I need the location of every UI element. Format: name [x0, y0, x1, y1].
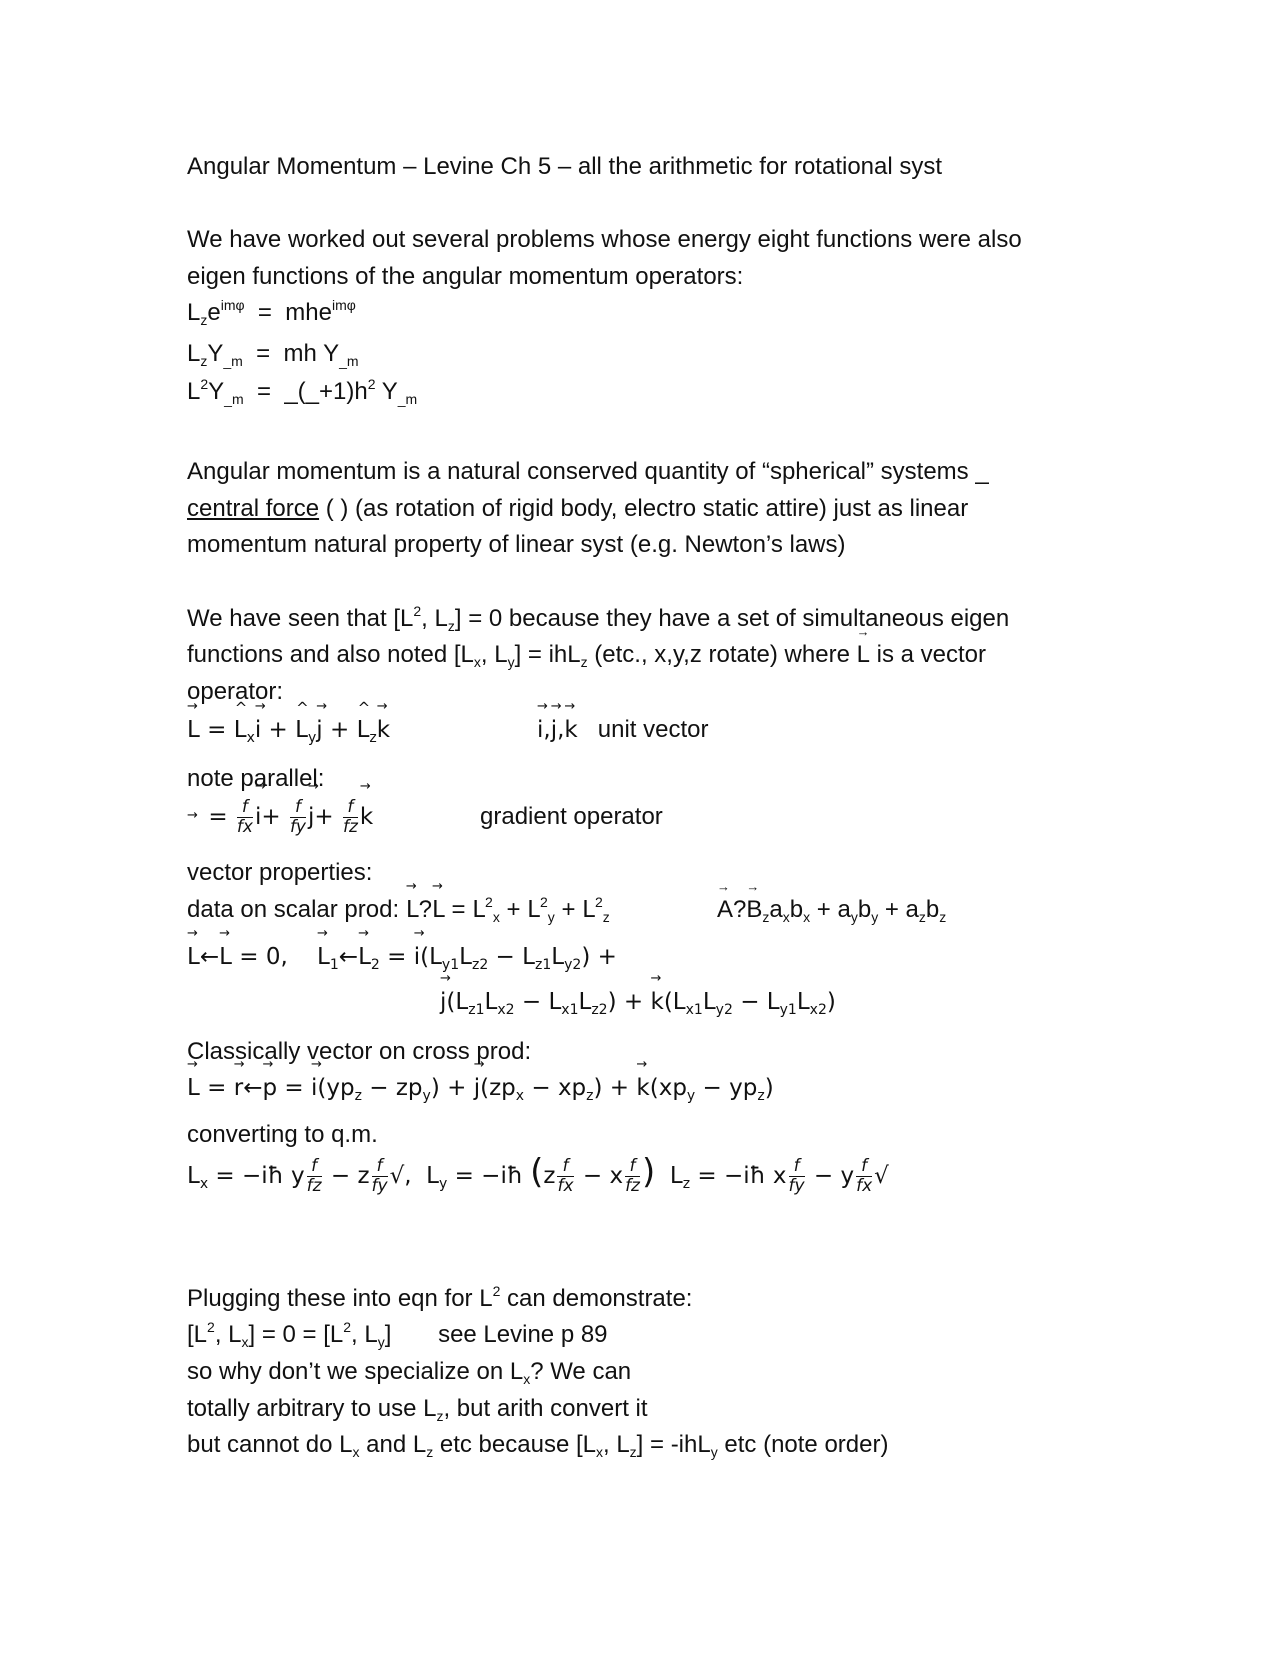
eigen-eq-3: $L^2Y_{\_m}$ = $\_(\_+1)h^2$ $Y_{\_m}$ [187, 376, 418, 407]
note-parallel: note parallel: [187, 765, 325, 792]
unit-vector-note: → i,→ j,→ k unit vector [537, 715, 708, 745]
intro-line-2: eigen functions of the angular momentum operators: [187, 263, 744, 290]
scalar-product-eq: data on scalar prod: → L?→ $L = L^2_x + L^2_y + L^2_z$ [187, 895, 610, 925]
qm-operators-eq: $L_x$ = −iħ y $\frac{f}{fz}$ − z $\frac{f}{fy}$ √, $L_y$ = −iħ (z $\frac{f}{fx}$ − x $\frac{f}{fz}$ ) $L_z$ = −iħ x $\frac{f}{fy}$ − y $\frac{f}{fx}$ √ [187, 1152, 889, 1196]
cross-product-eq-1: → L←→ L = 0, → $L_1\leftarrow\to L_2$ = → $i(L_{y1}L_{z2} - L_{z1}L_{y2})$ + [187, 942, 617, 972]
commute-line-3: operator: [187, 678, 284, 705]
plugging-line-4: totally arbitrary to use $L_z$, but arith convert it [187, 1395, 648, 1424]
ab-dot-product: → A?→ $B_za_xb_x + a_yb_y + a_zb_z$ [717, 895, 946, 925]
conserved-line-1: Angular momentum is a natural conserved quantity of “spherical” systems _ [187, 458, 989, 485]
central-force-link: central force [187, 495, 320, 522]
classically-cross-label: Classically vector on cross prod: [187, 1038, 532, 1065]
plugging-line-3: so why don’t we specialize on $L_x$? We can [187, 1358, 632, 1387]
plugging-line-2: [$L^2$, $L_x] = 0 = [L^2$, $L_y$] see Levine p 89 [187, 1319, 608, 1350]
commute-line-1: We have seen that [$L^2$, $L_z] = 0$ because they have a set of simultaneous eigen [187, 603, 1010, 634]
plugging-line-5: but cannot do $L_x$ and $L_z$ etc because [$L_x$, $L_z] = -ihL_y$ etc (note order) [187, 1431, 889, 1460]
gradient-operator-label: gradient operator [480, 803, 663, 830]
page-title: Angular Momentum – Levine Ch 5 – all the arithmetic for rotational syst [187, 153, 943, 180]
conserved-line-3: momentum natural property of linear syst (e.g. Newton’s laws) [187, 531, 846, 558]
conserved-line-2: central force ( ) (as rotation of rigid body, electro static attire) just as linear [187, 495, 969, 522]
gradient-eq: = $\frac{f}{fx}$ → i+ $\frac{f}{fy}$ → j+ $\frac{f}{fz}$ → k [187, 795, 373, 839]
intro-line-1: We have worked out several problems whose energy eight functions were also [187, 226, 1022, 253]
vector-properties: vector properties: [187, 859, 373, 886]
converting-qm-label: converting to q.m. [187, 1121, 378, 1148]
classical-cross-eq: → L = → r←→ p = → $i(yp_z - zp_y)$ + → $j(zp_x - xp_z)$ + → $k(xp_y - yp_z)$ [187, 1073, 774, 1103]
commute-line-2: functions and also noted [$L_x$, $L_y] = ihL_z$ (etc., x,y,z rotate) where → L is a vector [187, 640, 986, 670]
eigen-eq-1: $L_ze^{im\varphi} = mhe^{im\varphi}$ [187, 297, 356, 328]
vector-operator-eq: → L = ^ $L_x\to i$ + ^ $L_y\to j$ + ^ $L_z\to k$ [187, 715, 390, 745]
cross-product-eq-2: → $j(L_{z1}L_{x2} - L_{x1}L_{z2})$ + → $k(L_{x1}L_{y2} - L_{y1}L_{x2})$ [440, 987, 836, 1017]
plugging-line-1: Plugging these into eqn for $L^2$ can demonstrate: [187, 1283, 693, 1312]
eigen-eq-2: $L_zY_{\_m}$ = mh $Y_{\_m}$ [187, 340, 359, 369]
